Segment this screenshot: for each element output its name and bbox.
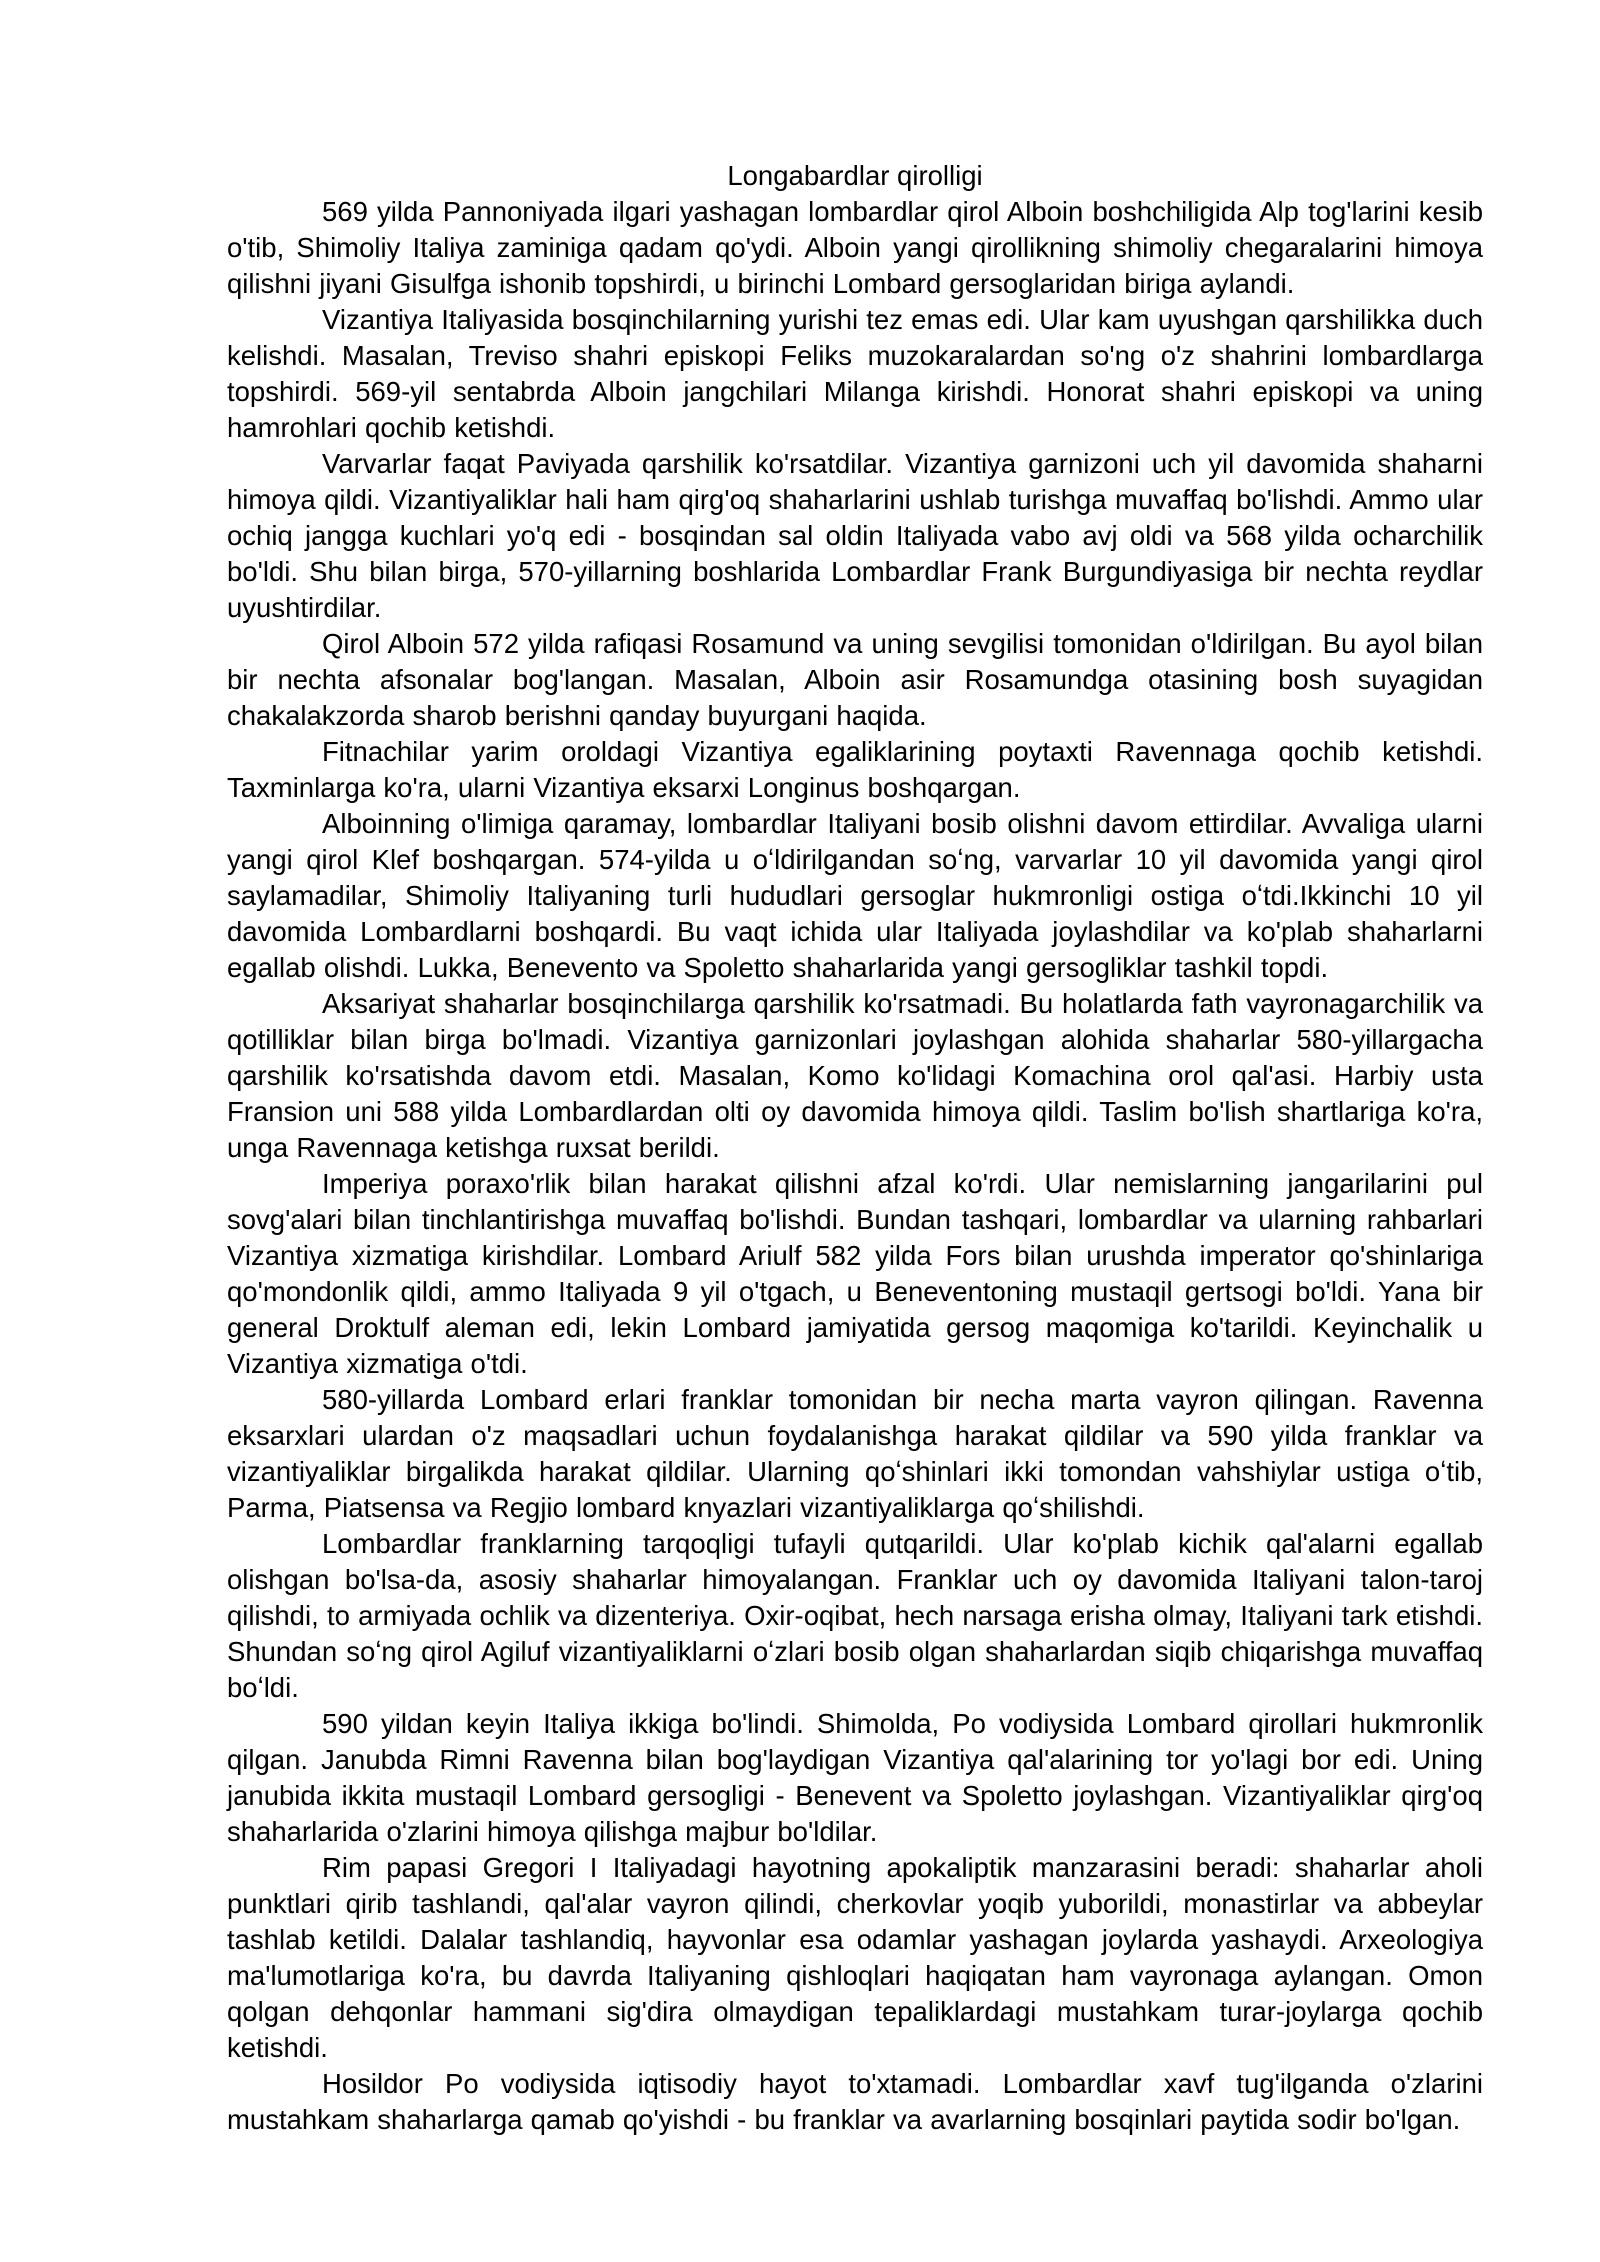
paragraph: Imperiya poraxo'rlik bilan harakat qilishni afzal ko'rdi. Ular nemislarning jangarilarini pul sovg'alari bilan tinchlantirishga muvaffaq bo'lishdi. Bundan tashqari, lombardlar va ularning rahbarlari Vizantiya xizmatiga kirishdilar. Lombard Ariulf 582 yilda Fors bilan urushda imperator qo'shinlariga qo'mondonlik qildi, ammo Italiyada 9 yil o'tgach, u Beneventoning mustaqil gertsogi bo'ldi. Yana bir general Droktulf aleman edi, lekin Lombard jamiyatida gersog maqomiga ko'tarildi. Keyinchalik u Vizantiya xizmatiga o'tdi. (227, 1168, 1483, 1379)
paragraph: Fitnachilar yarim oroldagi Vizantiya egaliklarining poytaxti Ravennaga qochib ketishdi. Taxminlarga ko'ra, ularni Vizantiya eksarxi Longinus boshqargan. (227, 736, 1483, 803)
paragraph: Varvarlar faqat Paviyada qarshilik ko'rsatdilar. Vizantiya garnizoni uch yil davomida shaharni himoya qildi. Vizantiyaliklar hali ham qirg'oq shaharlarini ushlab turishga muvaffaq bo'lishdi. Ammo ular ochiq jangga kuchlari yo'q edi - bosqindan sal oldin Italiyada vabo avj oldi va 568 yilda ocharchilik bo'ldi. Shu bilan birga, 570-yillarning boshlarida Lombardlar Frank Burgundiyasiga bir nechta reydlar uyushtirdilar. (227, 448, 1483, 623)
paragraph: Aksariyat shaharlar bosqinchilarga qarshilik ko'rsatmadi. Bu holatlarda fath vayronagarchilik va qotilliklar bilan birga bo'lmadi. Vizantiya garnizonlari joylashgan alohida shaharlar 580-yillargacha qarshilik ko'rsatishda davom etdi. Masalan, Komo ko'lidagi Komachina orol qal'asi. Harbiy usta Fransion uni 588 yilda Lombardlardan olti oy davomida himoya qildi. Taslim bo'lish shartlariga ko'ra, unga Ravennaga ketishga ruxsat berildi. (227, 988, 1483, 1163)
paragraph: Qirol Alboin 572 yilda rafiqasi Rosamund va uning sevgilisi tomonidan o'ldirilgan. Bu ayol bilan bir nechta afsonalar bog'langan. Masalan, Alboin asir Rosamundga otasining bosh suyagidan chakalakzorda sharob berishni qanday buyurgani haqida. (227, 628, 1483, 731)
document-page (227, 158, 1483, 2138)
paragraph: Rim papasi Gregori I Italiyadagi hayotning apokaliptik manzarasini beradi: shaharlar aholi punktlari qirib tashlandi, qal'alar vayron qilindi, cherkovlar yoqib yuborildi, monastirlar va abbeylar tashlab ketildi. Dalalar tashlandiq, hayvonlar esa odamlar yashagan joylarda yashaydi. Arxeologiya ma'lumotlariga ko'ra, bu davrda Italiyaning qishloqlari haqiqatan ham vayronaga aylangan. Omon qolgan dehqonlar hammani sig'dira olmaydigan tepaliklardagi mustahkam turar-joylarga qochib ketishdi. (227, 1852, 1483, 2063)
document-title: Longabardlar qirolligi (727, 160, 983, 191)
paragraph: Hosildor Po vodiysida iqtisodiy hayot to'xtamadi. Lombardlar xavf tug'ilganda o'zlarini mustahkam shaharlarga qamab qo'yishdi - bu franklar va avarlarning bosqinlari paytida sodir bo'lgan. (227, 2068, 1483, 2135)
paragraph: 590 yildan keyin Italiya ikkiga bo'lindi. Shimolda, Po vodiysida Lombard qirollari hukmronlik qilgan. Janubda Rimni Ravenna bilan bog'laydigan Vizantiya qal'alarining tor yo'lagi bor edi. Uning janubida ikkita mustaqil Lombard gersogligi - Benevent va Spoletto joylashgan. Vizantiyaliklar qirg'oq shaharlarida o'zlarini himoya qilishga majbur bo'ldilar. (227, 1708, 1483, 1847)
paragraph: Lombardlar franklarning tarqoqligi tufayli qutqarildi. Ular ko'plab kichik qal'alarni egallab olishgan bo'lsa-da, asosiy shaharlar himoyalangan. Franklar uch oy davomida Italiyani talon-taroj qilishdi, to armiyada ochlik va dizenteriya. Oxir-oqibat, hech narsaga erisha olmay, Italiyani tark etishdi. Shundan soʻng qirol Agiluf vizantiyaliklarni oʻzlari bosib olgan shaharlardan siqib chiqarishga muvaffaq boʻldi. (227, 1528, 1483, 1703)
paragraph: 569 yilda Pannoniyada ilgari yashagan lombardlar qirol Alboin boshchiligida Alp tog'larini kesib o'tib, Shimoliy Italiya zaminiga qadam qo'ydi. Alboin yangi qirollikning shimoliy chegaralarini himoya qilishni jiyani Gisulfga ishonib topshirdi, u birinchi Lombard gersoglaridan biriga aylandi. (227, 196, 1483, 299)
paragraph: Vizantiya Italiyasida bosqinchilarning yurishi tez emas edi. Ular kam uyushgan qarshilikka duch kelishdi. Masalan, Treviso shahri episkopi Feliks muzokaralardan so'ng o'z shahrini lombardlarga topshirdi. 569-yil sentabrda Alboin jangchilari Milanga kirishdi. Honorat shahri episkopi va uning hamrohlari qochib ketishdi. (227, 304, 1483, 443)
paragraph: 580-yillarda Lombard erlari franklar tomonidan bir necha marta vayron qilingan. Ravenna eksarxlari ulardan o'z maqsadlari uchun foydalanishga harakat qildilar va 590 yilda franklar va vizantiyaliklar birgalikda harakat qildilar. Ularning qoʻshinlari ikki tomondan vahshiylar ustiga oʻtib, Parma, Piatsensa va Regjio lombard knyazlari vizantiyaliklarga qoʻshilishdi. (227, 1384, 1483, 1523)
paragraph: Alboinning o'limiga qaramay, lombardlar Italiyani bosib olishni davom ettirdilar. Avvaliga ularni yangi qirol Klef boshqargan. 574-yilda u oʻldirilgandan soʻng, varvarlar 10 yil davomida yangi qirol saylamadilar, Shimoliy Italiyaning turli hududlari gersoglar hukmronligi ostiga oʻtdi.Ikkinchi 10 yil davomida Lombardlarni boshqardi. Bu vaqt ichida ular Italiyada joylashdilar va ko'plab shaharlarni egallab olishdi. Lukka, Benevento va Spoletto shaharlarida yangi gersogliklar tashkil topdi. (227, 808, 1483, 983)
